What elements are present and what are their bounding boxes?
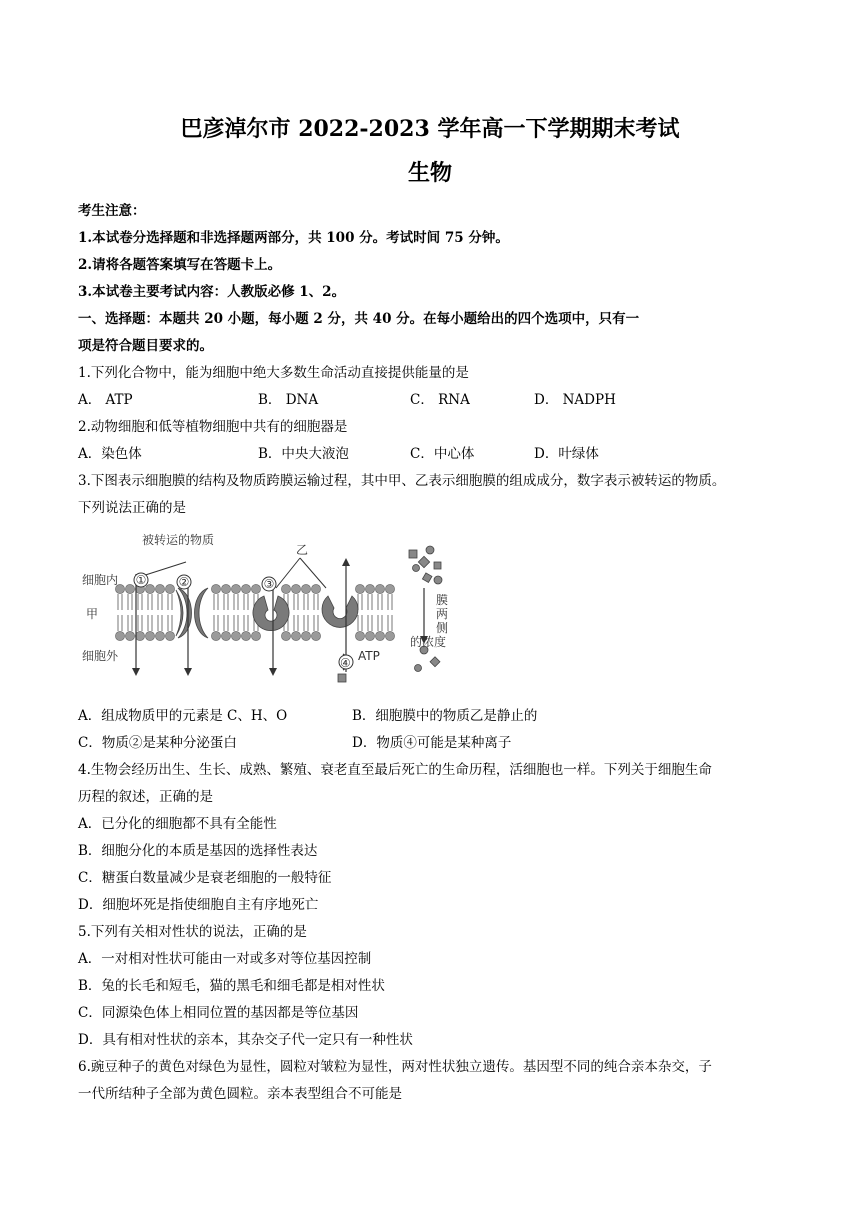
section-heading-line1: 一、选择题：本题共 20 小题，每小题 2 分，共 40 分。在每小题给出的四个选项中，只有一 — [78, 311, 640, 327]
question-1-option-a: A． ATP — [78, 392, 133, 408]
label-num-3: ③ — [263, 577, 275, 591]
subject-title: 生物 — [407, 160, 452, 186]
notice-item-3: 3.本试卷主要考试内容：人教版必修 1、2。 — [78, 284, 346, 300]
question-4-option-c: C．糖蛋白数量减少是衰老细胞的一般特征 — [78, 870, 332, 886]
label-num-1: ① — [135, 573, 147, 587]
question-1-option-d: D． NADPH — [534, 392, 616, 408]
notice-heading: 考生注意： — [78, 203, 146, 219]
label-membrane: 膜 — [436, 593, 449, 607]
question-1-option-c: C． RNA — [410, 392, 470, 408]
question-4-option-d: D．细胞坏死是指使细胞自主有序地死亡 — [78, 897, 319, 913]
notice-item-2: 2.请将各题答案填写在答题卡上。 — [78, 257, 282, 273]
question-2-option-a: A．染色体 — [78, 446, 142, 462]
section-heading-line2: 项是符合题目要求的。 — [78, 338, 213, 354]
question-2-option-c: C．中心体 — [410, 446, 475, 462]
label-num-2: ② — [178, 575, 190, 589]
question-3-option-c: C．物质②是某种分泌蛋白 — [78, 735, 237, 751]
label-side: 侧 — [436, 621, 449, 635]
label-cell-outside: 细胞外 — [82, 649, 119, 663]
question-2-stem: 2.动物细胞和低等植物细胞中共有的细胞器是 — [78, 419, 348, 435]
label-concentration: 的浓度 — [410, 635, 447, 649]
question-5-option-b: B．兔的长毛和短毛，猫的黑毛和细毛都是相对性状 — [78, 978, 385, 994]
label-two: 两 — [436, 607, 449, 621]
channel-protein — [176, 588, 208, 638]
question-2-option-b: B．中央大液泡 — [258, 446, 349, 462]
question-4-option-a: A．已分化的细胞都不具有全能性 — [78, 816, 277, 832]
question-1-stem: 1.下列化合物中，能为细胞中绝大多数生命活动直接提供能量的是 — [78, 365, 469, 381]
question-4-stem-line1: 4.生物会经历出生、生长、成熟、繁殖、衰老直至最后死亡的生命历程，活细胞也一样。下列关于细胞生命 — [78, 762, 712, 778]
question-3-option-a: A．组成物质甲的元素是 C、H、O — [78, 708, 288, 724]
label-cell-inside: 细胞内 — [82, 573, 119, 587]
question-3-stem-line2: 下列说法正确的是 — [78, 500, 186, 516]
question-4-option-b: B．细胞分化的本质是基因的选择性表达 — [78, 843, 318, 859]
question-3-option-b: B．细胞膜中的物质乙是静止的 — [352, 708, 538, 724]
question-6-stem-line1: 6.豌豆种子的黄色对绿色为显性，圆粒对皱粒为显性，两对性状独立遗传。基因型不同的纯合亲本杂交，子 — [78, 1059, 712, 1075]
question-5-option-c: C．同源染色体上相同位置的基因都是等位基因 — [78, 1005, 359, 1021]
membrane-transport-figure — [78, 522, 470, 686]
label-transported-substance: 被转运的物质 — [142, 533, 215, 547]
question-6-stem-line2: 一代所结种子全部为黄色圆粒。亲本表型组合不可能是 — [78, 1086, 402, 1102]
question-1-option-b: B． DNA — [258, 392, 319, 408]
question-3-option-d: D．物质④可能是某种离子 — [352, 735, 512, 751]
label-atp: ATP — [358, 649, 380, 663]
question-2-option-d: D．叶绿体 — [534, 446, 599, 462]
question-5-stem: 5.下列有关相对性状的说法，正确的是 — [78, 924, 307, 940]
question-3-stem-line1: 3.下图表示细胞膜的结构及物质跨膜运输过程，其中甲、乙表示细胞膜的组成成分，数字表示被转运的物质。 — [78, 473, 726, 489]
label-jia: 甲 — [86, 607, 99, 621]
label-num-4: ④ — [340, 656, 351, 670]
notice-item-1: 1.本试卷分选择题和非选择题两部分，共 100 分。考试时间 75 分钟。 — [78, 230, 509, 246]
question-4-stem-line2: 历程的叙述，正确的是 — [78, 789, 213, 805]
label-yi: 乙 — [296, 543, 309, 557]
exam-title: 巴彦淖尔市 2022-2023 学年高一下学期期末考试 — [180, 116, 680, 142]
carrier-protein — [253, 596, 358, 631]
question-5-option-a: A．一对相对性状可能由一对或多对等位基因控制 — [78, 951, 372, 967]
question-5-option-d: D．具有相对性状的亲本，其杂交子代一定只有一种性状 — [78, 1032, 413, 1048]
